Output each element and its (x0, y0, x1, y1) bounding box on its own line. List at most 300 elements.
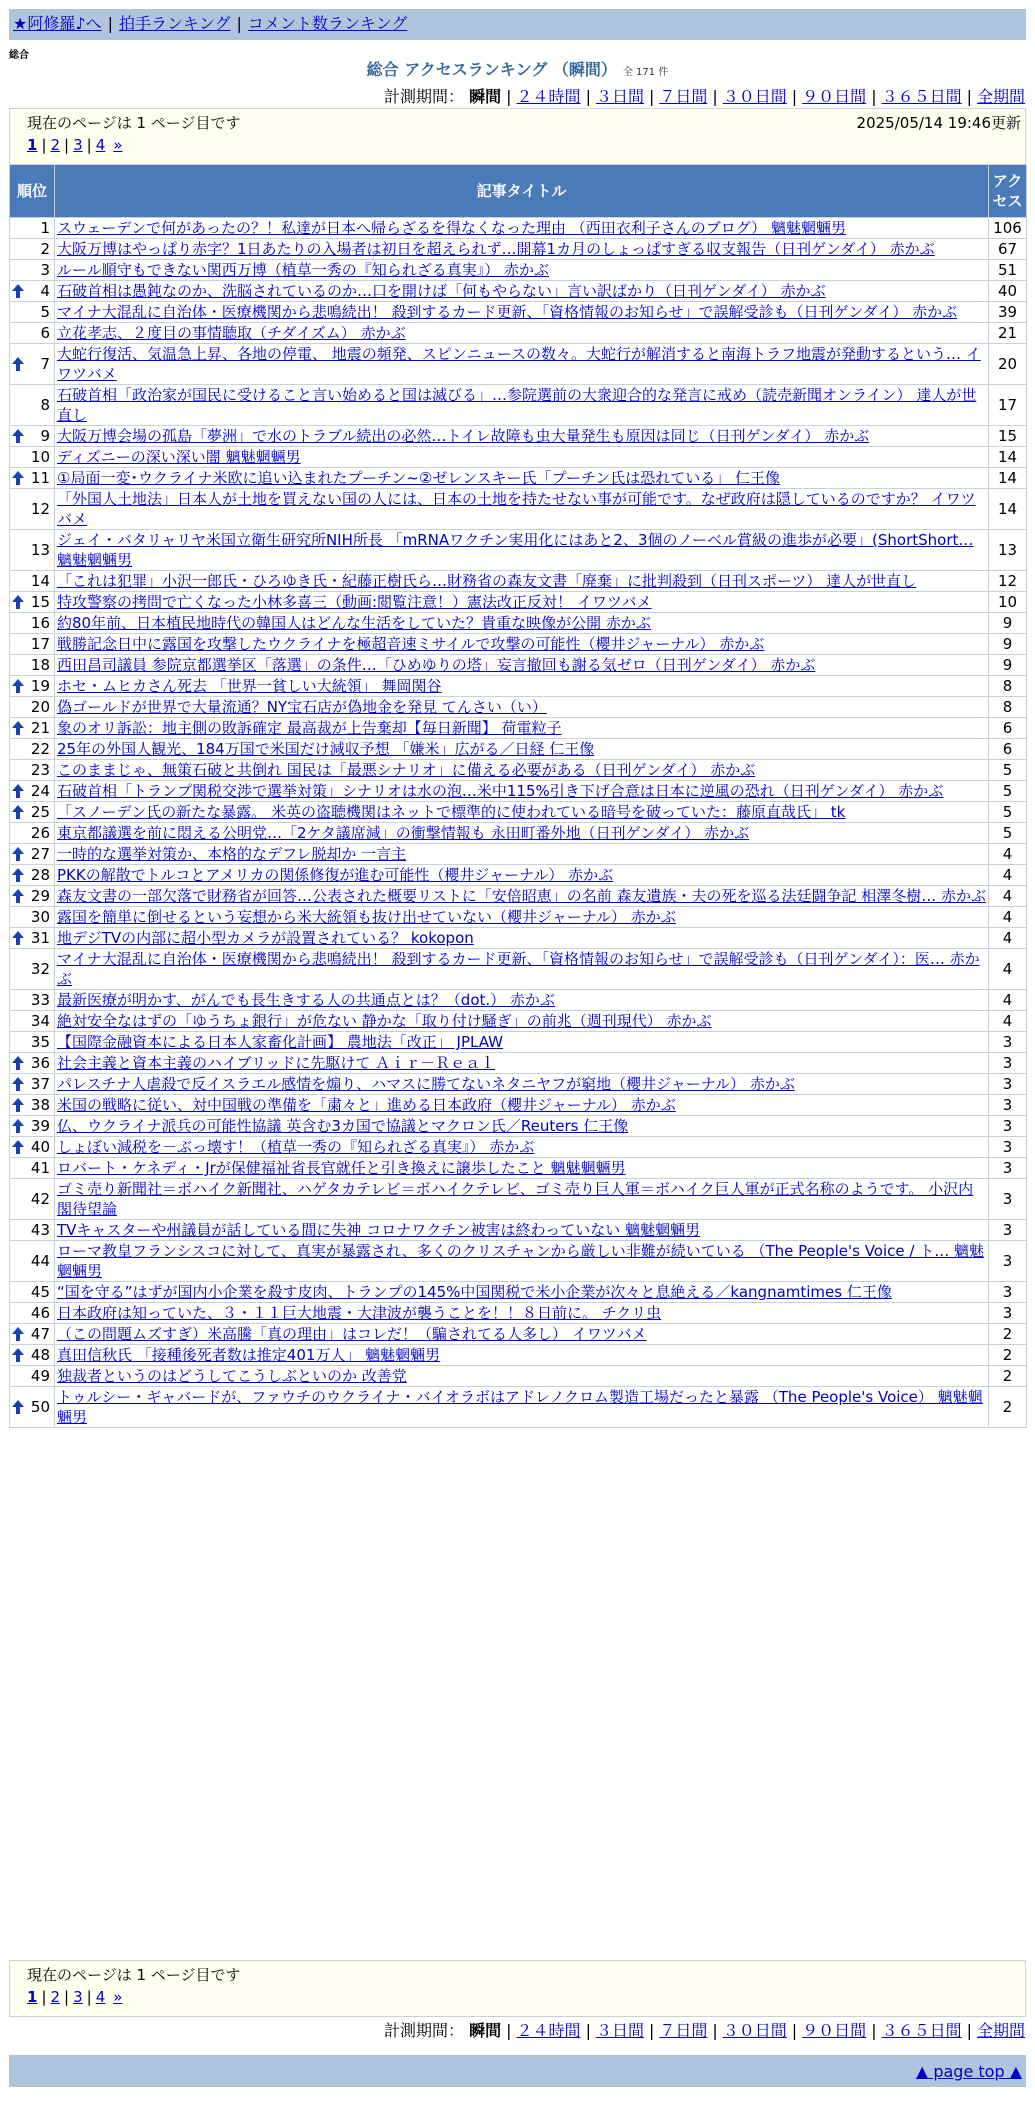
period-link-3d[interactable]: ３日間 (595, 2021, 644, 2040)
period-link-30d[interactable]: ３０日間 (722, 87, 787, 106)
rank-number: 18 (30, 656, 50, 674)
table-row (10, 1282, 1027, 1303)
pager: 1 | 2 | 3 | 4 » (27, 136, 123, 154)
article-title-link[interactable]: 約80年前、日本植民地時代の韓国人はどんな生活をしていた？貴重な映像が公開 赤かぶ (57, 614, 651, 632)
rank-up-arrow-icon (12, 284, 24, 298)
rank-cell (10, 1282, 55, 1303)
pager-page-1[interactable]: 1 (27, 1988, 38, 2006)
title-cell (55, 530, 989, 571)
title-cell (55, 323, 989, 344)
bottom-bar (9, 2055, 1026, 2087)
rank-up-arrow-icon (12, 1056, 24, 1070)
title-cell (55, 1220, 989, 1241)
rank-number: 49 (30, 1367, 50, 1385)
article-title-link[interactable]: ジェイ・バタリャリヤ米国立衛生研究所NIH所長 「mRNAワクチン実用化にはあと2、3個のノーベル賞級の進歩が必要」(ShortShort… 魑魅魍魎男 (57, 531, 974, 569)
rank-cell (10, 613, 55, 634)
title-cell (55, 823, 989, 844)
access-count: 10 (989, 592, 1027, 613)
period-selector-top: 計測期間： 瞬間 | ２４時間 | ３日間 | ７日間 | ３０日間 | ９０日間 | ３６５日間 | 全期間 (384, 87, 1025, 106)
table-row (10, 530, 1027, 571)
table-row (10, 447, 1027, 468)
article-title-link[interactable]: ホセ・ムヒカさん死去 「世界一貧しい大統領」 舞岡関谷 (57, 677, 442, 695)
article-title-link[interactable]: マイナ大混乱に自治体・医療機関から悲鳴続出！ 殺到するカード更新、「資格情報のお知らせ」で誤解受診も（日刊ゲンダイ）：医… 赤かぶ (57, 950, 980, 988)
title-cell (55, 260, 989, 281)
access-count: 2 (989, 1366, 1027, 1387)
rank-number: 25 (30, 803, 50, 821)
top-nav-bar (9, 9, 1026, 40)
rank-cell (10, 1179, 55, 1220)
access-count: 3 (989, 1282, 1027, 1303)
title-cell (55, 344, 989, 385)
article-title-link[interactable]: スウェーデンで何があったの？！私達が日本へ帰らざるを得なくなった理由 （西田衣利子さんのブログ） 魑魅魍魎男 (57, 219, 846, 237)
rank-number: 10 (30, 448, 50, 466)
rank-up-arrow-icon (12, 1348, 24, 1362)
article-title-link[interactable]: 石破首相「政治家が国民に受けること言い始めると国は滅びる」…参院選前の大衆迎合的な発言に戒め（読売新聞オンライン） 達人が世直し (57, 386, 977, 424)
title-cell (55, 489, 989, 530)
rank-up-arrow-icon (12, 1327, 24, 1341)
table-row (10, 1032, 1027, 1053)
table-row (10, 1324, 1027, 1345)
article-title-link[interactable]: ①局面一変･ウクライナ米欧に追い込まれたプーチン~②ゼレンスキー氏「プーチン氏は恐れている」 仁王像 (57, 469, 781, 487)
rank-number: 30 (30, 908, 50, 926)
rank-number: 39 (30, 1117, 50, 1135)
table-row (10, 1116, 1027, 1137)
title-cell (55, 781, 989, 802)
table-row (10, 676, 1027, 697)
rank-number: 36 (30, 1054, 50, 1072)
rank-number: 26 (30, 824, 50, 842)
period-link-3d[interactable]: ３日間 (595, 87, 644, 106)
period-link-7d[interactable]: ７日間 (659, 87, 708, 106)
rank-number: 5 (40, 303, 50, 321)
pager-page-3[interactable]: 3 (73, 136, 83, 154)
current-page-text: 現在のページは 1 ページ目です (27, 114, 241, 132)
access-count: 15 (989, 426, 1027, 447)
title-cell (55, 886, 989, 907)
rank-number: 35 (30, 1033, 50, 1051)
period-link-90d[interactable]: ９０日間 (802, 2021, 867, 2040)
period-link-24h[interactable]: ２４時間 (516, 2021, 581, 2040)
rank-number: 38 (30, 1096, 50, 1114)
article-title-link[interactable]: TVキャスターや州議員が話している間に失神 コロナワクチン被害は終わっていない 魑魅魍魎男 (57, 1221, 701, 1239)
access-count: 8 (989, 676, 1027, 697)
table-row (10, 655, 1027, 676)
rank-number: 44 (30, 1252, 50, 1270)
table-row (10, 1074, 1027, 1095)
article-title-link[interactable]: マイナ大混乱に自治体・医療機関から悲鳴続出！ 殺到するカード更新、「資格情報のお知らせ」で誤解受診も（日刊ゲンダイ） 赤かぶ (57, 303, 958, 321)
article-title-link[interactable]: PKKの解散でトルコとアメリカの関係修復が進む可能性（櫻井ジャーナル） 赤かぶ (57, 866, 614, 884)
rank-cell (10, 302, 55, 323)
rank-cell (10, 1074, 55, 1095)
access-count: 21 (989, 323, 1027, 344)
period-link-90d[interactable]: ９０日間 (802, 87, 867, 106)
article-title-link[interactable]: 象のオリ訴訟：地主側の敗訴確定 最高裁が上告棄却【毎日新聞】 荷電粒子 (57, 719, 562, 737)
article-title-link[interactable]: ディズニーの深い深い闇 魑魅魍魎男 (57, 448, 301, 466)
access-count: 5 (989, 760, 1027, 781)
rank-cell (10, 1116, 55, 1137)
column-header-access: アクセス (989, 165, 1027, 218)
title-cell (55, 281, 989, 302)
rank-number: 4 (40, 282, 50, 300)
period-link-365d[interactable]: ３６５日間 (881, 87, 962, 106)
table-row (10, 802, 1027, 823)
article-title-link[interactable]: 東京都議選を前に悶える公明党…「2ケタ議席減」の衝撃情報も 永田町番外地（日刊ゲンダイ） 赤かぶ (57, 824, 750, 842)
period-link-7d[interactable]: ７日間 (659, 2021, 708, 2040)
article-title-link[interactable]: パレスチナ人虐殺で反イスラエル感情を煽り、ハマスに勝てないネタニヤフが窮地（櫻井ジャーナル） 赤かぶ (57, 1075, 795, 1093)
rank-number: 48 (30, 1346, 50, 1364)
article-title-link[interactable]: 「これは犯罪」小沢一郎氏・ひろゆき氏・紀藤正樹氏ら…財務省の森友文書「廃棄」に批判殺到（日刊スポーツ） 達人が世直し (57, 572, 917, 590)
access-count: 3 (989, 1220, 1027, 1241)
table-row (10, 990, 1027, 1011)
title-cell (55, 1158, 989, 1179)
rank-cell (10, 1095, 55, 1116)
article-title-link[interactable]: “国を守る”はずが国内小企業を殺す皮肉、トランプの145%中国関税で米小企業が次々と息絶える／kangnamtimes 仁王像 (57, 1283, 892, 1301)
period-label: 計測期間： (384, 87, 465, 106)
access-count: 4 (989, 844, 1027, 865)
article-title-link[interactable]: 【国際金融資本による日本人家畜化計画】 農地法「改正」 JPLAW (57, 1033, 503, 1051)
title-cell (55, 1324, 989, 1345)
rank-number: 7 (40, 355, 50, 373)
article-title-link[interactable]: 絶対安全なはずの「ゆうちょ銀行」が危ない 静かな「取り付け騒ぎ」の前兆（週刊現代） 赤かぶ (57, 1012, 712, 1030)
period-current: 瞬間 (469, 87, 502, 106)
article-title-link[interactable]: 「外国人土地法」日本人が土地を買えない国の人には、日本の土地を持たせない事が可能です。なぜ政府は隠しているのですか？ イワツバメ (57, 490, 976, 528)
period-link-365d[interactable]: ３６５日間 (881, 2021, 962, 2040)
rank-cell (10, 239, 55, 260)
rank-number: 50 (30, 1398, 50, 1416)
rank-cell (10, 344, 55, 385)
title-cell (55, 1282, 989, 1303)
rank-cell (10, 1011, 55, 1032)
article-title-link[interactable]: 真田信秋氏 「接種後死者数は推定401万人」 魑魅魍魎男 (57, 1346, 441, 1364)
pager-page-2[interactable]: 2 (50, 1988, 61, 2006)
period-link-30d[interactable]: ３０日間 (722, 2021, 787, 2040)
rank-cell (10, 928, 55, 949)
rank-number: 31 (30, 929, 50, 947)
access-count: 4 (989, 990, 1027, 1011)
title-cell (55, 592, 989, 613)
table-row (10, 928, 1027, 949)
article-title-link[interactable]: 戦勝記念日中に露国を攻撃したウクライナを極超音速ミサイルで攻撃の可能性（櫻井ジャーナル） 赤かぶ (57, 635, 765, 653)
rank-number: 15 (30, 593, 50, 611)
table-row (10, 281, 1027, 302)
rank-cell (10, 1324, 55, 1345)
rank-cell (10, 1053, 55, 1074)
article-title-link[interactable]: 仏、ウクライナ派兵の可能性協議 英含む3カ国で協議とマクロン氏／Reuters 仁王像 (57, 1117, 629, 1135)
article-title-link[interactable]: 露国を簡単に倒せるという妄想から米大統領も抜け出せていない（櫻井ジャーナル） 赤かぶ (57, 908, 676, 926)
table-row (10, 949, 1027, 990)
pager-next[interactable]: » (113, 1988, 123, 2006)
table-row (10, 1095, 1027, 1116)
table-row (10, 1137, 1027, 1158)
rank-up-arrow-icon (12, 595, 24, 609)
rank-cell (10, 1366, 55, 1387)
rank-cell (10, 489, 55, 530)
article-title-link[interactable]: 石破首相「トランプ関税交渉で選挙対策」シナリオは水の泡…米中115%引き下げ合意は日本に逆風の恐れ（日刊ゲンダイ） 赤かぶ (57, 782, 944, 800)
rank-cell (10, 865, 55, 886)
title-cell (55, 218, 989, 239)
title-cell (55, 1303, 989, 1324)
rank-number: 46 (30, 1304, 50, 1322)
rank-cell (10, 990, 55, 1011)
access-count: 3 (989, 1241, 1027, 1282)
title-cell (55, 385, 989, 426)
table-row (10, 385, 1027, 426)
title-cell (55, 907, 989, 928)
rank-number: 45 (30, 1283, 50, 1301)
access-count: 2 (989, 1387, 1027, 1428)
category-label: 総合 (9, 50, 29, 61)
access-count: 2 (989, 1345, 1027, 1366)
table-row (10, 592, 1027, 613)
table-row (10, 1158, 1027, 1179)
access-count: 3 (989, 1158, 1027, 1179)
ranking-table-body (10, 218, 1027, 1428)
rank-cell (10, 1158, 55, 1179)
table-row (10, 1366, 1027, 1387)
table-row (10, 760, 1027, 781)
title-cell (55, 949, 989, 990)
column-header-title: 記事タイトル (55, 165, 989, 218)
article-title-link[interactable]: 25年の外国人観光、184万国で米国だけ減収予想 「嫌米」広がる／日経 仁王像 (57, 740, 595, 758)
article-title-link[interactable]: このままじゃ、無策石破と共倒れ 国民は「最悪シナリオ」に備える必要がある（日刊ゲンダイ） 赤かぶ (57, 761, 756, 779)
article-title-link[interactable]: 地デジTVの内部に超小型カメラが設置されている？ kokopon (57, 929, 474, 947)
title-cell (55, 655, 989, 676)
access-count: 4 (989, 907, 1027, 928)
access-count: 9 (989, 655, 1027, 676)
pager: 1 | 2 | 3 | 4 » (27, 1988, 123, 2006)
article-title-link[interactable]: しょぼい減税を－ぶっ壊す！（植草一秀の『知られざる真実』） 赤かぶ (57, 1138, 535, 1156)
access-count: 40 (989, 281, 1027, 302)
rank-cell (10, 426, 55, 447)
rank-number: 21 (30, 719, 50, 737)
access-count: 51 (989, 260, 1027, 281)
access-count: 9 (989, 634, 1027, 655)
rank-up-arrow-icon (12, 1119, 24, 1133)
period-current: 瞬間 (469, 2021, 502, 2040)
table-row (10, 613, 1027, 634)
table-row (10, 844, 1027, 865)
table-row (10, 1011, 1027, 1032)
title-cell (55, 426, 989, 447)
article-title-link[interactable]: 大阪万博はやっぱり赤字？1日あたりの入場者は初日を超えられず…開幕1カ月のしょっぱすぎる収支報告（日刊ゲンダイ） 赤かぶ (57, 240, 935, 258)
table-row (10, 907, 1027, 928)
pager-page-2[interactable]: 2 (50, 136, 61, 154)
article-title-link[interactable]: 「スノーデン氏の新たな暴露。 米英の盗聴機関はネットで標準的に使われている暗号を破っていた：藤原直哉氏」 tk (57, 803, 846, 821)
table-row (10, 634, 1027, 655)
updated-timestamp: 2025/05/14 19:46更新 (856, 114, 1021, 132)
title-cell (55, 571, 989, 592)
access-count: 4 (989, 1011, 1027, 1032)
rank-cell (10, 1303, 55, 1324)
title-cell (55, 447, 989, 468)
pager-next[interactable]: » (113, 136, 123, 154)
column-header-rank: 順位 (10, 165, 55, 218)
rank-cell (10, 571, 55, 592)
article-title-link[interactable]: 立花孝志、２度目の事情聴取（チダイズム） 赤かぶ (57, 324, 406, 342)
title-cell (55, 760, 989, 781)
rank-number: 41 (30, 1159, 50, 1177)
article-title-link[interactable]: 最新医療が明かす、がんでも長生きする人の共通点とは？（dot.） 赤かぶ (57, 991, 555, 1009)
rank-up-arrow-icon (12, 784, 24, 798)
rank-number: 24 (30, 782, 50, 800)
title-cell (55, 1387, 989, 1428)
rank-number: 32 (30, 960, 50, 978)
article-title-link[interactable]: 社会主義と資本主義のハイブリッドに先駆けて Ａｉｒ－Ｒｅａｌ (57, 1054, 496, 1072)
rank-cell (10, 739, 55, 760)
access-count: 4 (989, 949, 1027, 990)
access-count: 106 (989, 218, 1027, 239)
table-row (10, 1387, 1027, 1428)
article-title-link[interactable]: 森友文書の一部欠落で財務省が回答…公表された概要リストに「安倍昭恵」の名前 森友遺族・夫の死を巡る法廷闘争記 相澤冬樹… 赤かぶ (57, 887, 987, 905)
title-cell (55, 302, 989, 323)
period-link-all[interactable]: 全期間 (976, 87, 1025, 106)
access-count: 6 (989, 739, 1027, 760)
rank-number: 13 (30, 541, 50, 559)
rank-up-arrow-icon (12, 931, 24, 945)
rank-number: 27 (30, 845, 50, 863)
access-count: 39 (989, 302, 1027, 323)
period-label: 計測期間： (384, 2021, 465, 2040)
article-title-link[interactable]: トゥルシー・ギャバードが、ファウチのウクライナ・バイオラボはアドレノクロム製造工場だったと暴露 （The People's Voice） 魑魅魍魎男 (57, 1388, 983, 1426)
top-nav-applause-ranking-link[interactable]: 拍手ランキング (118, 14, 231, 33)
access-count: 3 (989, 1303, 1027, 1324)
access-count: 9 (989, 613, 1027, 634)
rank-number: 28 (30, 866, 50, 884)
page-info-top (9, 108, 1026, 165)
rank-cell (10, 781, 55, 802)
access-count: 67 (989, 239, 1027, 260)
article-title-link[interactable]: ロバート・ケネディ・Jrが保健福祉省長官就任と引き換えに譲歩したこと 魑魅魍魎男 (57, 1159, 626, 1177)
table-row (10, 781, 1027, 802)
pager-page-4[interactable]: 4 (95, 136, 106, 154)
title-cell (55, 1179, 989, 1220)
article-title-link[interactable]: 米国の戦略に従い、対中国戦の準備を「粛々と」進める日本政府（櫻井ジャーナル） 赤かぶ (57, 1096, 676, 1114)
rank-cell (10, 468, 55, 489)
table-row (10, 718, 1027, 739)
table-row (10, 1053, 1027, 1074)
table-row (10, 218, 1027, 239)
title-cell (55, 844, 989, 865)
rank-cell (10, 949, 55, 990)
page-top-link[interactable]: ▲ page top ▲ (915, 2062, 1022, 2081)
access-count: 3 (989, 1137, 1027, 1158)
table-row (10, 344, 1027, 385)
table-row (10, 239, 1027, 260)
rank-number: 20 (30, 698, 50, 716)
access-count: 8 (989, 697, 1027, 718)
table-row (10, 426, 1027, 447)
title-cell (55, 1095, 989, 1116)
article-title-link[interactable]: 独裁者というのはどうしてこうしぶといのか 改善党 (57, 1367, 407, 1385)
top-nav-comment-ranking-link[interactable]: コメント数ランキング (247, 14, 408, 33)
article-title-link[interactable]: 西田昌司議員 参院京都選挙区「落選」の条件…「ひめゆりの塔」妄言撤回も謝る気ゼロ（日刊ゲンダイ） 赤かぶ (57, 656, 816, 674)
title-cell (55, 990, 989, 1011)
article-title-link[interactable]: 日本政府は知っていた、３・１１巨大地震・大津波が襲うことを！！８日前に。 チクリ虫 (57, 1304, 662, 1322)
rank-number: 34 (30, 1012, 50, 1030)
rank-up-arrow-icon (12, 1140, 24, 1154)
article-title-link[interactable]: 石破首相は愚鈍なのか、洗脳されているのか…口を開けば「何もやらない」言い訳ばかり（日刊ゲンダイ） 赤かぶ (57, 282, 826, 300)
ranking-title (0, 60, 1035, 83)
rank-number: 47 (30, 1325, 50, 1343)
access-count: 3 (989, 1032, 1027, 1053)
rank-cell (10, 907, 55, 928)
access-count: 3 (989, 1095, 1027, 1116)
title-cell (55, 739, 989, 760)
title-cell (55, 1053, 989, 1074)
rank-cell (10, 802, 55, 823)
rank-cell (10, 844, 55, 865)
title-cell (55, 1116, 989, 1137)
title-cell (55, 1366, 989, 1387)
rank-number: 11 (30, 469, 50, 487)
title-cell (55, 697, 989, 718)
top-nav-home-link[interactable]: ★阿修羅♪へ (13, 14, 102, 33)
table-row (10, 739, 1027, 760)
rank-cell (10, 760, 55, 781)
rank-up-arrow-icon (12, 357, 24, 371)
article-title-link[interactable]: 大阪万博会場の孤島「夢洲」で水のトラブル続出の必然…トイレ故障も虫大量発生も原因は同じ（日刊ゲンダイ） 赤かぶ (57, 427, 870, 445)
pager-page-3[interactable]: 3 (73, 1988, 83, 2006)
rank-up-arrow-icon (12, 868, 24, 882)
period-link-all[interactable]: 全期間 (976, 2021, 1025, 2040)
article-title-link[interactable]: （この問題ムズすぎ）米高騰「真の理由」はコレだ！（騙されてる人多し） イワツバメ (57, 1325, 647, 1343)
ranking-table (9, 164, 1027, 1428)
rank-number: 12 (30, 500, 50, 518)
access-count: 17 (989, 385, 1027, 426)
period-link-24h[interactable]: ２４時間 (516, 87, 581, 106)
rank-cell (10, 592, 55, 613)
pager-page-1[interactable]: 1 (27, 136, 38, 154)
rank-up-arrow-icon (12, 429, 24, 443)
nav-separator: | (107, 14, 113, 33)
rank-up-arrow-icon (12, 471, 24, 485)
rank-cell (10, 447, 55, 468)
table-row (10, 697, 1027, 718)
title-cell (55, 802, 989, 823)
access-count: 3 (989, 1074, 1027, 1095)
table-row (10, 886, 1027, 907)
rank-number: 17 (30, 635, 50, 653)
item-count: 全 171 件 (622, 67, 669, 78)
page-info-bottom (9, 1960, 1026, 2017)
pager-page-4[interactable]: 4 (95, 1988, 106, 2006)
title-cell (55, 1074, 989, 1095)
article-title-link[interactable]: ゴミ売り新聞社＝ボハイク新聞社、ハゲタカテレビ＝ボハイクテレビ、ゴミ売り巨人軍＝ボハイク巨人軍が正式名称のようです。 小沢内閣待望論 (57, 1180, 974, 1218)
article-title-link[interactable]: 大蛇行復活、気温急上昇、各地の停電、 地震の頻発、スピンニュースの数々。大蛇行が解消すると南海トラフ地震が発動するという… イワツバメ (57, 345, 981, 383)
title-cell (55, 676, 989, 697)
article-title-link[interactable]: 一時的な選挙対策か、本格的なデフレ脱却か 一言主 (57, 845, 407, 863)
rank-number: 43 (30, 1221, 50, 1239)
rank-cell (10, 676, 55, 697)
article-title-link[interactable]: ローマ教皇フランシスコに対して、真実が暴露され、多くのクリスチャンから厳しい非難が続いている （The People's Voice / ト… 魑魅魍魎男 (57, 1242, 984, 1280)
rank-up-arrow-icon (12, 889, 24, 903)
title-cell (55, 1241, 989, 1282)
article-title-link[interactable]: ルール順守もできない関西万博（植草一秀の『知られざる真実』） 赤かぶ (57, 261, 549, 279)
rank-up-arrow-icon (12, 1098, 24, 1112)
article-title-link[interactable]: 偽ゴールドが世界で大量流通？NY宝石店が偽地金を発見 てんさい（い） (57, 698, 547, 716)
article-title-link[interactable]: 特攻警察の拷問で亡くなった小林多喜三（動画:閲覧注意！）憲法改正反対！ イワツバメ (57, 593, 652, 611)
rank-cell (10, 1137, 55, 1158)
rank-cell (10, 323, 55, 344)
rank-number: 8 (40, 396, 50, 414)
rank-number: 40 (30, 1138, 50, 1156)
table-row (10, 1345, 1027, 1366)
access-count: 13 (989, 530, 1027, 571)
table-row (10, 489, 1027, 530)
title-cell (55, 1345, 989, 1366)
rank-up-arrow-icon (12, 805, 24, 819)
access-count: 14 (989, 489, 1027, 530)
